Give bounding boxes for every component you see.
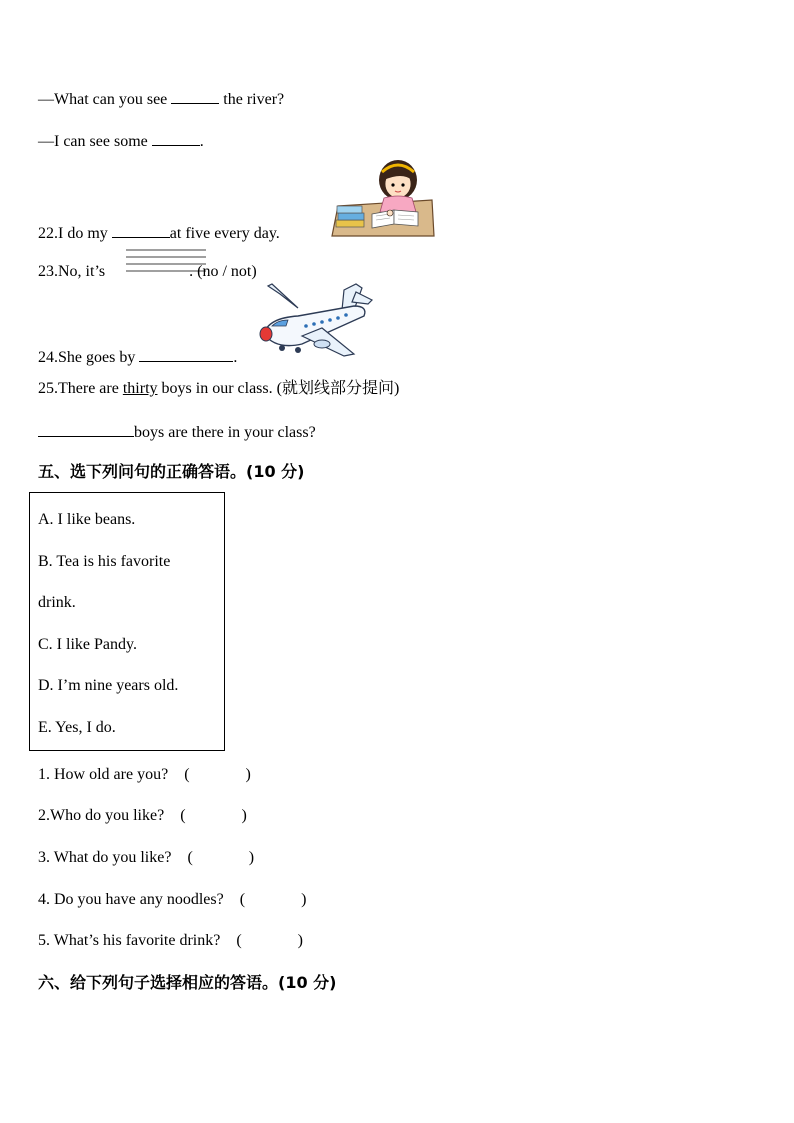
question-text: 2.Who do you like? bbox=[38, 807, 165, 824]
text: —What can you see bbox=[38, 91, 168, 108]
question-24 bbox=[38, 346, 237, 368]
answer-blank[interactable] bbox=[38, 421, 134, 437]
option-a: A. I like beans. bbox=[38, 511, 136, 528]
option-d: D. I’m nine years old. bbox=[38, 677, 179, 694]
answer-paren-open[interactable]: ( bbox=[239, 891, 246, 908]
answer-blank[interactable] bbox=[152, 130, 200, 146]
match-question-1 bbox=[38, 765, 251, 785]
section-5-heading: 五、选下列问句的正确答语。(10 分) bbox=[38, 462, 305, 481]
text: the river? bbox=[223, 91, 285, 108]
options-box bbox=[29, 492, 225, 751]
text: 23.No, it’s bbox=[38, 263, 106, 280]
airplane-icon bbox=[258, 282, 376, 362]
answer-paren-close[interactable]: ) bbox=[297, 932, 303, 949]
option-c: C. I like Pandy. bbox=[38, 636, 137, 653]
match-question-2 bbox=[38, 806, 247, 826]
question-25-answer-line bbox=[38, 421, 316, 443]
match-question-5 bbox=[38, 931, 303, 951]
answer-blank[interactable] bbox=[171, 88, 219, 104]
text: at five every day. bbox=[169, 225, 280, 242]
question-text: 5. What’s his favorite drink? bbox=[38, 932, 221, 949]
question-21-line-2 bbox=[38, 130, 204, 152]
answer-blank[interactable] bbox=[112, 222, 170, 238]
option-b: B. Tea is his favorite bbox=[38, 553, 171, 570]
match-question-3 bbox=[38, 848, 254, 868]
answer-paren-open[interactable]: ( bbox=[180, 807, 186, 824]
underlined-word: thirty bbox=[122, 380, 158, 397]
text: —I can see some bbox=[38, 133, 148, 150]
text: 24.She goes by bbox=[38, 349, 136, 366]
question-text: 1. How old are you? bbox=[38, 766, 169, 783]
four-line-guide-icon bbox=[126, 248, 208, 274]
text: boys are there in your class? bbox=[134, 424, 316, 441]
question-25 bbox=[38, 379, 399, 399]
answer-paren-close[interactable]: ) bbox=[248, 849, 255, 866]
option-e: E. Yes, I do. bbox=[38, 719, 116, 736]
answer-paren-close[interactable]: ) bbox=[245, 766, 251, 783]
text: boys in our class. (就划线部分提问) bbox=[161, 380, 400, 397]
text: . bbox=[199, 133, 204, 150]
answer-paren-close[interactable]: ) bbox=[241, 807, 247, 824]
question-text: 3. What do you like? bbox=[38, 849, 172, 866]
question-22 bbox=[38, 222, 280, 244]
match-question-4 bbox=[38, 890, 306, 910]
question-text: 4. Do you have any noodles? bbox=[38, 891, 224, 908]
girl-doing-homework-icon bbox=[328, 158, 436, 238]
option-b-continued: drink. bbox=[38, 594, 76, 611]
answer-blank[interactable] bbox=[139, 346, 233, 362]
text: . (no / not) bbox=[189, 263, 257, 280]
text: 25.There are bbox=[38, 380, 119, 397]
answer-paren-open[interactable]: ( bbox=[184, 766, 190, 783]
question-21-line-1 bbox=[38, 88, 284, 110]
text: 22.I do my bbox=[38, 225, 108, 242]
answer-paren-open[interactable]: ( bbox=[236, 932, 242, 949]
section-6-heading: 六、给下列句子选择相应的答语。(10 分) bbox=[38, 973, 337, 992]
answer-paren-close[interactable]: ) bbox=[301, 891, 307, 908]
answer-paren-open[interactable]: ( bbox=[187, 849, 193, 866]
text: . bbox=[233, 349, 238, 366]
